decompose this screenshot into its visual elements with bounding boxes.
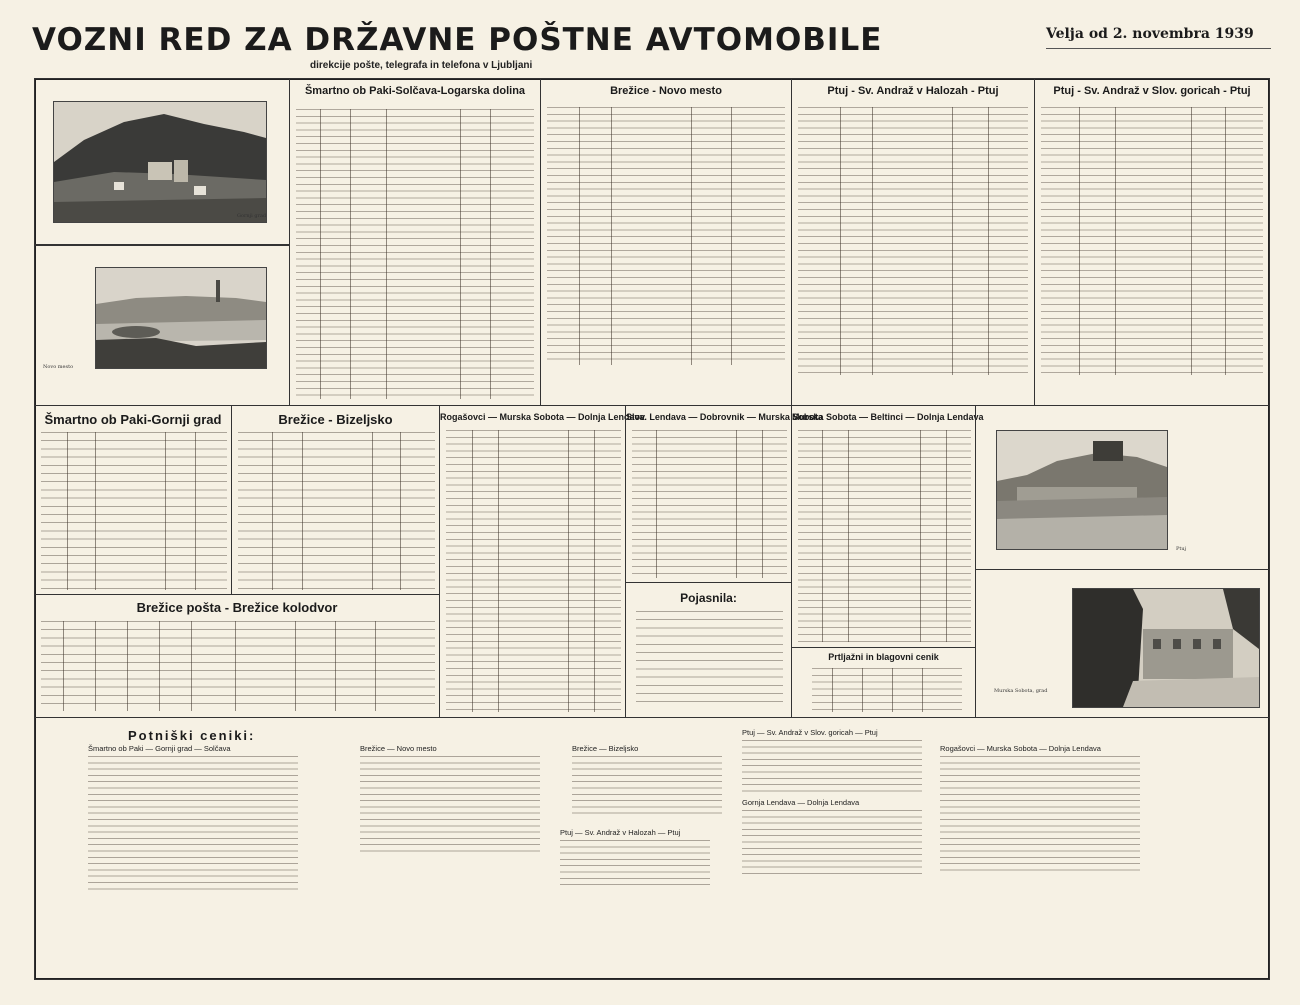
col-divider: [159, 621, 160, 711]
caption-novo-mesto: Novo mesto: [43, 364, 74, 370]
col-divider: [594, 430, 595, 712]
col-divider: [1225, 107, 1226, 375]
col-divider: [611, 107, 612, 365]
col-divider: [736, 430, 737, 578]
col-divider: [95, 432, 96, 590]
tariff-rogasovci-lines: [940, 756, 1140, 872]
caption-ptuj: Ptuj: [1176, 546, 1187, 552]
col-divider: [67, 432, 68, 590]
col-divider: [490, 109, 491, 399]
table-smartno-logarska: [289, 78, 541, 406]
poster-title: VOZNI RED ZA DRŽAVNE POŠTNE AVTOMOBILE: [32, 22, 883, 58]
tariff-rogasovci-title: Rogašovci — Murska Sobota — Dolnja Lendava: [940, 744, 1101, 753]
col-divider: [848, 430, 849, 642]
header-murska-sobota: Murska Sobota — Beltinci — Dolnja Lendava: [792, 412, 984, 422]
col-divider: [386, 109, 387, 399]
caption-gornji-grad: Gornji grad: [237, 213, 267, 219]
rows-prtljaga: [812, 668, 962, 712]
rows-brezice-novo-mesto: [547, 107, 785, 365]
legend-title: Pojasnila:: [680, 591, 737, 605]
col-divider: [320, 109, 321, 399]
header-ptuj-slov-goricah: Ptuj - Sv. Andraž v Slov. goricah - Ptuj: [1053, 85, 1251, 97]
col-divider: [1115, 107, 1116, 375]
caption-murska-sobota: Murska Sobota, grad: [994, 688, 1048, 694]
photo-panel-ptuj: [975, 405, 1270, 570]
header-brezice-bizeljsko: Brežice - Bizeljsko: [278, 412, 393, 427]
col-divider: [95, 621, 96, 711]
col-divider: [952, 107, 953, 375]
col-divider: [350, 109, 351, 399]
rows-smartno-logarska: [296, 109, 534, 399]
header-smartno-logarska: Šmartno ob Paki-Solčava-Logarska dolina: [304, 85, 526, 97]
col-divider: [920, 430, 921, 642]
poster-subtitle: direkcije pošte, telegrafa in telefona v Ljubljani: [310, 60, 533, 71]
validity-underline: [1046, 48, 1271, 49]
col-divider: [762, 430, 763, 578]
tariff-smartno-title: Šmartno ob Paki — Gornji grad — Solčava: [88, 744, 231, 753]
tariff-gornja-lines: [742, 810, 922, 876]
header-rogasovci: Rogašovci — Murska Sobota — Dolnja Lendava: [440, 412, 645, 422]
col-divider: [946, 430, 947, 642]
col-divider: [731, 107, 732, 365]
legend-lines: [636, 611, 783, 707]
col-divider: [822, 430, 823, 642]
col-divider: [460, 109, 461, 399]
table-rogasovci: [439, 405, 645, 718]
header-ptuj-halozah: Ptuj - Sv. Andraž v Halozah - Ptuj: [827, 85, 999, 97]
tariff-ptuj-slov-lines: [742, 740, 922, 792]
tariffs-title: Potniški ceniki:: [128, 728, 256, 743]
header-slov-lendava: Slov. Lendava — Dobrovnik — Murska Sobota: [626, 412, 823, 422]
col-divider: [498, 430, 499, 712]
col-divider: [372, 432, 373, 590]
novo-mesto-photo: [95, 267, 267, 369]
header-brezice-novo-mesto: Brežice - Novo mesto: [610, 85, 722, 97]
murska-sobota-photo: [1072, 588, 1260, 708]
photo-panel-novo-mesto: [34, 244, 290, 406]
tariff-ptuj-hal-lines: [560, 840, 710, 890]
tariff-gornja-title: Gornja Lendava — Dolnja Lendava: [742, 798, 860, 807]
table-brezice-posta: [34, 594, 440, 718]
table-ptuj-slov-goricah: [1034, 78, 1270, 406]
col-divider: [272, 432, 273, 590]
col-divider: [165, 432, 166, 590]
rows-ptuj-slov-goricah: [1041, 107, 1263, 375]
tariff-ptuj-hal-title: Ptuj — Sv. Andraž v Halozah — Ptuj: [560, 828, 681, 837]
col-divider: [840, 107, 841, 375]
table-ptuj-halozah: [791, 78, 1035, 406]
col-divider: [988, 107, 989, 375]
col-divider: [656, 430, 657, 578]
col-divider: [892, 668, 893, 712]
tariff-smartno-lines: [88, 756, 298, 892]
photo-panel-gornji-grad: [34, 78, 290, 246]
gornji-grad-photo: [53, 101, 267, 223]
col-divider: [191, 621, 192, 711]
col-divider: [335, 621, 336, 711]
col-divider: [127, 621, 128, 711]
table-murska-sobota: [791, 405, 984, 648]
col-divider: [472, 430, 473, 712]
col-divider: [295, 621, 296, 711]
table-brezice-bizeljsko: [231, 405, 440, 595]
table-slov-lendava: [625, 405, 823, 583]
col-divider: [1191, 107, 1192, 375]
col-divider: [375, 621, 376, 711]
photo-panel-murska-sobota: [975, 569, 1270, 718]
tariff-brezice-biz-lines: [572, 756, 722, 816]
col-divider: [832, 668, 833, 712]
col-divider: [691, 107, 692, 365]
col-divider: [922, 668, 923, 712]
tariff-brezice-biz-title: Brežice — Bizeljsko: [572, 744, 639, 753]
rows-ptuj-halozah: [798, 107, 1028, 375]
legend-box: [625, 582, 792, 718]
header-prtljaga: Prtljažni in blagovni cenik: [828, 652, 939, 662]
rows-brezice-bizeljsko: [238, 432, 435, 590]
col-divider: [302, 432, 303, 590]
col-divider: [862, 668, 863, 712]
col-divider: [568, 430, 569, 712]
table-smartno-gornji-grad: [34, 405, 232, 595]
table-prtljaga: [791, 647, 976, 718]
printer-note: [0, 986, 1300, 990]
col-divider: [235, 621, 236, 711]
col-divider: [63, 621, 64, 711]
tariff-ptuj-slov-title: Ptuj — Sv. Andraž v Slov. goricah — Ptuj: [742, 728, 878, 737]
table-brezice-novo-mesto: [540, 78, 792, 406]
col-divider: [1079, 107, 1080, 375]
col-divider: [400, 432, 401, 590]
col-divider: [195, 432, 196, 590]
col-divider: [579, 107, 580, 365]
header-smartno-gornji-grad: Šmartno ob Paki-Gornji grad: [44, 412, 222, 427]
header-brezice-posta: Brežice pošta - Brežice kolodvor: [136, 600, 338, 615]
ptuj-photo: [996, 430, 1168, 550]
rows-smartno-gornji-grad: [41, 432, 227, 590]
validity-date: Velja od 2. novembra 1939: [1046, 26, 1254, 42]
col-divider: [872, 107, 873, 375]
tariff-brezice-nm-title: Brežice — Novo mesto: [360, 744, 437, 753]
tariff-brezice-nm-lines: [360, 756, 540, 856]
